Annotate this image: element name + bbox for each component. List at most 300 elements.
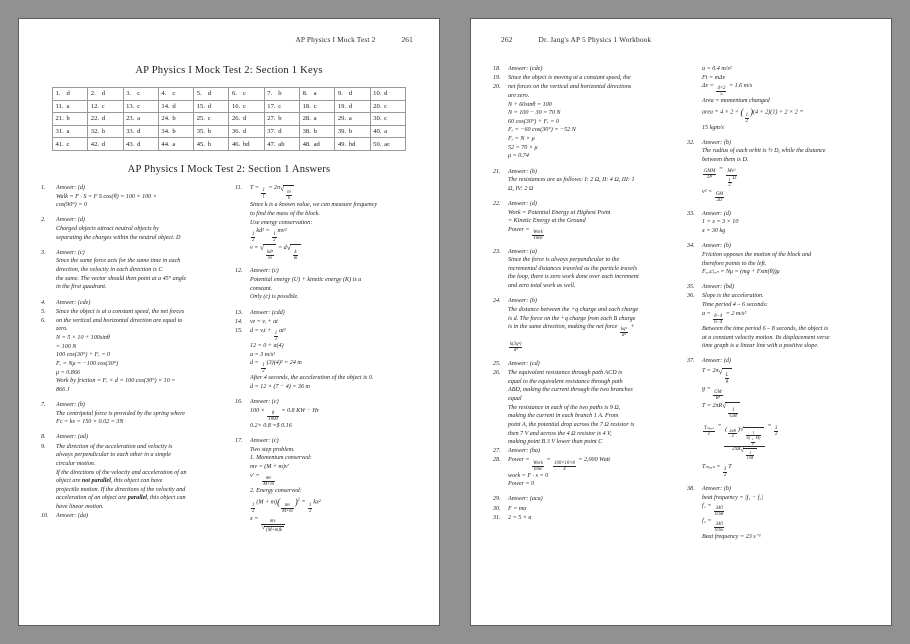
fraction: $\frac{3}{2}$: [723, 467, 727, 479]
answer-number: 1.: [41, 184, 46, 191]
answer-item-35: [687, 283, 869, 292]
answer-item-12: [235, 267, 417, 302]
key-answer: c: [137, 102, 141, 110]
answer-label: Answer: (bd): [702, 284, 734, 291]
key-number: 4.: [161, 90, 167, 98]
key-cell: [300, 113, 335, 126]
key-number: 8.: [302, 90, 308, 98]
key-cell: [158, 113, 193, 126]
fraction: $\frac{L}{g}$: [725, 373, 729, 385]
table-row: [53, 138, 406, 151]
table-row: [53, 113, 406, 126]
answer-item-16: [235, 398, 417, 430]
answer-math-line: x = 30 kg: [702, 228, 726, 235]
fraction: $\frac{1}{2}$: [274, 330, 278, 342]
key-answer: d: [137, 128, 141, 136]
answers-columns-page2: [493, 65, 869, 548]
key-number: 31.: [55, 128, 64, 136]
key-answer: d: [278, 128, 282, 136]
answer-math-line: vғ = vᵢ + at: [250, 318, 278, 325]
answers-column-2: [235, 184, 417, 540]
key-answer: d: [242, 128, 247, 136]
key-cell: [53, 100, 88, 113]
answer-math-line: v′ = $\frac{mv}{M+m}$: [250, 472, 274, 487]
answer-text-line: incremental distances traveled as the particle travels: [508, 265, 638, 272]
answer-item-11: [235, 184, 417, 261]
key-number: 3.: [126, 90, 132, 98]
answer-math-line: T = 2πR √ $\frac{1}{GM}$: [702, 402, 869, 419]
answer-label: Answer: (b): [508, 298, 537, 305]
answer-label: Answer: (d): [56, 217, 85, 224]
key-number: 25.: [196, 115, 205, 123]
fraction: Mv² $\frac{1}{2}$ D: [727, 168, 737, 187]
radical: √ (M+m)k: [261, 525, 283, 533]
key-number: 45.: [196, 140, 205, 148]
key-answer: ac: [384, 140, 391, 148]
answer-math-line: d = 12 × (7 − 4) = 36 m: [250, 384, 310, 391]
key-cell: [53, 88, 88, 101]
key-cell: [88, 100, 123, 113]
key-answer: b: [348, 128, 353, 136]
answer-math-line: Power = $\frac{\text{Work}}{\text{Time}}$: [508, 226, 543, 242]
key-cell: [229, 138, 264, 151]
key-number: 18.: [302, 102, 311, 110]
answer-math-line: Power = $\frac{\text{Work}}{\text{time}}$ = $\frac{100\times 10\times 8}{4}$ = 2,000 Watt: [508, 457, 611, 472]
answer-math-line: 1 × x = 3 × 10: [702, 219, 739, 226]
answer-text-line: Only (c) is possible.: [250, 294, 299, 301]
answer-label: Answer: (cde): [56, 299, 91, 306]
answer-item-34: [687, 242, 869, 277]
answer-label: Answer: (cdd): [250, 309, 285, 316]
answer-item-14: [235, 318, 417, 327]
key-cell: [300, 125, 335, 138]
answer-number: 31.: [493, 514, 501, 521]
answer-text-line: Slope is the acceleration.: [702, 293, 764, 300]
key-number: 5.: [196, 90, 202, 98]
fraction: $\frac{m}{k}$: [287, 190, 291, 202]
answer-text-line: separating the charges within the neutral object. D: [56, 234, 181, 241]
key-number: 47.: [267, 140, 276, 148]
answer-item-25: [493, 360, 675, 369]
answer-number: 6.: [41, 317, 46, 324]
answers-columns: [41, 184, 417, 540]
key-answer: a: [66, 128, 70, 136]
answer-math-line: v² = $\frac{GM}{2D}$: [702, 189, 724, 204]
answer-math-line: $\frac{1}{2}$ (M + m)( $\frac{mv}{M+m}$ )$^2$ = $\frac{1}{2}$ kx²: [252, 496, 321, 514]
key-cell: [123, 100, 158, 113]
key-number: 10.: [373, 90, 382, 98]
key-number: 44.: [161, 140, 170, 148]
answer-math-line: g = $\frac{GM}{\text{R²}}$: [702, 386, 722, 401]
answer-number: 9.: [41, 443, 46, 450]
radical: √ $\frac{L}{g}$: [719, 368, 732, 385]
key-number: 42.: [90, 140, 100, 148]
answer-text-line: always perpendicular to each other in a simple: [56, 452, 171, 459]
answer-text-line: Two step problem.: [250, 446, 295, 453]
key-number: 41.: [55, 140, 64, 148]
answer-number: 35.: [687, 284, 695, 291]
key-number: 29.: [337, 115, 347, 123]
answer-number: 10.: [41, 513, 49, 520]
radical: √ 1 6( $\frac{1}{9}$ M): [740, 427, 764, 446]
key-cell: [300, 88, 335, 101]
answer-text-line: The radius of each orbit is ½ D, while the distance: [702, 148, 826, 155]
answer-item-15: [235, 327, 417, 392]
answer-number: 32.: [687, 139, 695, 146]
key-number: 24.: [161, 115, 170, 123]
answer-label: Answer: (a): [508, 248, 537, 255]
answer-math-line: $\frac{1}{2}$ kd² = $\frac{1}{2}$ mv²: [252, 228, 287, 243]
key-answer: b: [278, 90, 282, 98]
answer-number: 36.: [687, 293, 695, 300]
key-number: 43.: [126, 140, 135, 148]
answer-text-line: Since the object is moving at a constant speed, the: [508, 75, 631, 82]
answer-text-line: is d. The force on the +q charge from each B charge: [508, 315, 636, 322]
answer-number: 13.: [235, 309, 243, 316]
answer-number: 22.: [493, 200, 501, 207]
fraction: 1 6( $\frac{1}{9}$ M): [746, 429, 761, 446]
fraction: $\frac{340}{0.65}$: [714, 521, 724, 533]
answer-item-22: [493, 200, 675, 241]
answer-text-line: between them is D.: [702, 156, 749, 163]
answer-label: Answer: (c): [250, 438, 279, 445]
key-answer: b: [278, 115, 282, 123]
fraction: $\frac{\text{GMM}}{\text{D²}}$: [704, 168, 716, 180]
key-answer: d: [207, 90, 211, 98]
answer-math-line: N = 100 − 30 = 70 N: [508, 110, 561, 117]
key-answer: bd: [242, 140, 250, 148]
fraction: $\frac{3}{2}$: [774, 426, 778, 438]
fraction: $\frac{100\times 10\times 8}{4}$: [554, 460, 575, 472]
answer-text-line: on the vertical and horizontal direction are equal to: [56, 317, 183, 324]
key-answer: a: [384, 128, 388, 136]
key-cell: [123, 88, 158, 101]
answer-math-line: 12 = 0 + a(4): [250, 342, 284, 349]
key-number: 36.: [231, 128, 241, 136]
key-number: 7.: [267, 90, 273, 98]
answer-math-line: Fᵣ = N × μ: [508, 136, 535, 143]
fraction: $\frac{\text{k(3q²)}}{\text{d²}}$: [510, 342, 522, 354]
key-number: 15.: [196, 102, 205, 110]
answer-text-line: Since the object is at a constant speed, the net forces: [56, 308, 185, 315]
answer-math-line: 52 = 70 × μ: [508, 144, 538, 151]
key-cell: [194, 113, 229, 126]
key-answer: c: [313, 102, 317, 110]
key-cell: [158, 88, 193, 101]
fraction: $\frac{1}{2}$: [728, 176, 731, 187]
answer-math-line: 15 kgm/s: [702, 124, 724, 131]
key-number: 26.: [231, 115, 241, 123]
answer-text-line: The resistance in each of the two paths is 9 Ω,: [508, 404, 621, 411]
answer-math-line: beat frequency = |f₁ − f₂|: [702, 494, 764, 501]
answer-math-line: F = ma: [508, 505, 527, 512]
key-cell: [264, 125, 299, 138]
answer-math-line: 100 cos(30°) + Fᵣ = 0: [56, 352, 110, 359]
key-number: 1.: [55, 90, 61, 98]
fraction: $\frac{1}{9}$: [752, 437, 754, 446]
answer-text-line: 1. Momentum conserved:: [250, 455, 312, 462]
answer-text-line: are zero.: [508, 92, 530, 99]
fraction: $\frac{1}{GM}$: [729, 408, 737, 420]
fraction: $\frac{\text{Work}}{\text{time}}$: [533, 460, 543, 472]
answer-text-line: making point B 3 V lower than point C: [508, 439, 603, 446]
key-number: 39.: [337, 128, 347, 136]
answer-math-line: a = 3 m/s²: [250, 351, 276, 358]
fraction: $\frac{4\times 2}{5}$: [717, 86, 726, 98]
key-answer: d: [384, 90, 388, 98]
key-answer: c: [101, 102, 105, 110]
answer-text-line: The distance between the +q charge and each charge: [508, 306, 639, 313]
key-answer: d: [101, 90, 106, 98]
key-answer: d: [101, 140, 106, 148]
answer-text-line: direction, the velocity in each direction is C: [56, 267, 163, 274]
answer-text-line: point A, the potential drop across the 7 Ω resistor is: [508, 421, 635, 428]
radical: √ $\frac{1}{GM}$: [722, 402, 740, 419]
answer-label: Answer: (b): [702, 485, 731, 492]
answer-item-7: [41, 401, 223, 427]
answer-item-29: [493, 495, 675, 504]
key-cell: [300, 100, 335, 113]
answer-math-line: d = $\frac{1}{2}$ (3)(4)² = 24 m: [250, 360, 302, 375]
answer-math-line: 100 × $\frac{8}{1000}$ = 0.8 KW − Hr: [250, 407, 320, 422]
key-cell: [370, 100, 405, 113]
key-cell: [264, 100, 299, 113]
key-cell: [88, 88, 123, 101]
answer-item-3: [41, 249, 223, 292]
fraction: mv √ (M+m)k: [261, 519, 285, 533]
answer-label: Answer: (b): [56, 402, 85, 409]
answer-math-line: Tₘₐᵣₛ = $\frac{3}{2}$ T: [702, 464, 732, 479]
key-number: 37.: [267, 128, 276, 136]
answer-item-5: [41, 308, 223, 317]
answer-label: Answer: (d): [508, 200, 537, 207]
key-cell: [194, 88, 229, 101]
answer-number: 26.: [493, 370, 501, 377]
answer-label: Answer: (ad): [56, 434, 88, 441]
key-cell: [229, 125, 264, 138]
fraction: $\frac{\text{Work}}{\text{Time}}$: [533, 230, 543, 242]
answer-text-line: the same. The vector should then point at a 45° angle: [56, 275, 187, 282]
key-cell: [194, 138, 229, 151]
answer-text-line: projectile motion. If the directions of the velocity and: [56, 486, 186, 493]
answers-column-4: [687, 65, 869, 548]
answer-text-line: then 7 V and across the 4 Ω resistor is 4 V,: [508, 430, 612, 437]
answer-math-line: a = 0.4 m/s²: [702, 66, 732, 72]
key-answer: d: [207, 102, 211, 110]
answer-label: Answer: (b): [508, 168, 537, 175]
key-cell: [53, 138, 88, 151]
fraction: $\frac{mv}{M+m}$: [282, 502, 293, 514]
key-answer: b: [172, 115, 176, 123]
key-answer: c: [384, 102, 388, 110]
answer-math-line: d = vᵢt + $\frac{1}{2}$ at²: [250, 327, 286, 342]
key-number: 30.: [373, 115, 382, 123]
key-cell: [229, 88, 264, 101]
table-row: [53, 125, 406, 138]
answer-label: Answer: (cd): [508, 360, 540, 367]
answer-text-line: The equivalent resistance through path ACD is: [508, 370, 623, 377]
answer-math-line: x = mv √ (M+m)k: [250, 515, 417, 533]
answer-label: Answer: (c): [250, 268, 279, 275]
answer-text-line: to find the mass of the block.: [250, 211, 320, 218]
key-answer: b: [101, 128, 106, 136]
answer-label: Answer: (b): [702, 139, 731, 146]
key-cell: [370, 138, 405, 151]
answers-section-title: AP Physics I Mock Test 2: Section 1 Answers: [127, 163, 331, 175]
answer-number: 3.: [41, 249, 46, 256]
fraction: $\frac{\text{kd²}}{m}$: [267, 249, 273, 261]
answer-number: 20.: [493, 84, 501, 91]
key-cell: [123, 138, 158, 151]
answer-math-line: [508, 338, 675, 353]
key-cell: [335, 88, 370, 101]
fraction: $\frac{8-4}{6-4}$: [714, 313, 723, 325]
key-answer: d: [242, 115, 247, 123]
running-header-page-number: 262: [501, 35, 513, 44]
answer-number: 12.: [235, 268, 243, 275]
key-number: 16.: [231, 102, 241, 110]
answer-item-33: [687, 210, 869, 236]
answer-text-line: After 4 seconds, the acceleration of the object is 0.: [250, 375, 374, 382]
answer-item-6: [41, 317, 223, 395]
answer-number: 23.: [493, 248, 501, 255]
fraction: $\frac{1}{2}$: [309, 502, 312, 514]
answer-math-line: N + 60sinθ = 100: [508, 101, 552, 108]
answer-label: Answer: (aca): [508, 496, 543, 503]
key-cell: [158, 138, 193, 151]
key-cell: [158, 100, 193, 113]
running-header-title: Dr. Jang's AP 5 Physics 1 Workbook: [538, 35, 652, 44]
key-answer: d: [137, 140, 141, 148]
answer-item-27: [493, 447, 675, 456]
key-answer: c: [137, 90, 141, 98]
key-cell: [158, 125, 193, 138]
key-number: 20.: [373, 102, 382, 110]
answer-item-38: [687, 485, 869, 541]
key-number: 32.: [90, 128, 100, 136]
document-page-right: [470, 18, 892, 626]
answer-math-line: Fₑᵣᵢᴄᵗᵢₒₙ = Nμ = (mg + Fsin(θ))μ: [702, 269, 780, 276]
fraction: $\frac{\text{Tₘₐᵣₛ}}{T}$: [704, 426, 714, 438]
answer-math-line: 2 = 5 × a: [508, 514, 532, 521]
answer-label: Answer: (d): [702, 210, 731, 217]
answer-number: 5.: [41, 308, 46, 315]
key-number: 2.: [90, 90, 96, 98]
fraction: $\frac{k}{m}$: [293, 249, 298, 261]
key-answer: c: [384, 115, 388, 123]
answer-math-line: v = √ $\frac{\text{kd²}}{m}$ = d √ $\frac{k}{m}$: [250, 244, 417, 261]
answer-item-13: [235, 309, 417, 318]
key-number: 6.: [231, 90, 237, 98]
answer-math-line: μ = 0.74: [508, 153, 529, 160]
answers-column-3: [493, 65, 675, 548]
fraction: $\frac{GM}{2D}$: [715, 192, 724, 204]
key-cell: [335, 113, 370, 126]
answer-math-line: = Kinetic Energy at the Ground: [508, 218, 586, 225]
answer-number: 29.: [493, 496, 501, 503]
fraction: $\frac{1}{2}$: [252, 231, 255, 243]
fraction: $\frac{1}{2}$: [745, 112, 748, 124]
answer-number: 2.: [41, 217, 46, 224]
key-cell: [194, 100, 229, 113]
key-cell: [264, 138, 299, 151]
key-answer: c: [172, 90, 176, 98]
key-answer: a: [66, 102, 70, 110]
answer-math-line: Fᵣ = −60 cos(30°) = −52 N: [508, 127, 576, 134]
answer-text-line: equal to the equivalent resistance through path: [508, 378, 623, 385]
table-row: [53, 88, 406, 101]
answer-label: Answer: (d): [702, 358, 731, 365]
answer-text-line: Ω, IV: 2 Ω: [508, 185, 534, 192]
answer-number: 17.: [235, 438, 243, 445]
answer-math-line: 0.2× 0.8 =$ 0.16: [250, 422, 292, 429]
answer-math-line: f₂ = $\frac{340}{0.65}$: [702, 518, 724, 533]
answer-label: Answer: (cde): [508, 66, 543, 72]
answer-text-line: constant.: [250, 285, 273, 292]
answer-text-line: and zero total work as well.: [508, 283, 576, 290]
fraction: $\frac{2\pi R}{2}$: [729, 427, 736, 438]
answer-number: 34.: [687, 243, 695, 250]
document-page-left: [18, 18, 440, 626]
key-cell: [335, 100, 370, 113]
answer-item-4: [41, 299, 223, 308]
answer-text-line: time graph is a linear line with a positive slope.: [702, 343, 819, 350]
key-cell: [264, 113, 299, 126]
answer-item-20: [493, 83, 675, 161]
answer-text-line: is in the same direction, making the net force $\frac{\text{kq²}}{\text{d²}}$ +: [508, 324, 635, 339]
answer-number: 38.: [687, 485, 695, 492]
answer-math-line: f₁ = $\frac{340}{0.68}$: [702, 503, 724, 518]
answer-text-line: therefore points to the left.: [702, 260, 767, 267]
key-number: 14.: [161, 102, 170, 110]
answer-math-line: 60 cos(30°) + Fᵣ = 0: [508, 118, 559, 125]
key-number: 13.: [126, 102, 135, 110]
answer-label: Answer: (c): [250, 399, 279, 406]
answer-math-line: = 100 N: [56, 343, 77, 350]
fraction: ( $\frac{2\pi R}{2}$ ) √ 1 6( $\frac{1}{9}$ M) 2πR √ $\frac{1}{GM}$: [724, 426, 765, 460]
answer-item-26: [493, 369, 675, 447]
fraction: $\frac{1}{2}$: [273, 231, 276, 243]
running-header-page-number: 261: [401, 35, 413, 44]
answer-text-line: Since the force is always perpendicular to the: [508, 257, 620, 264]
answer-math-line: Work = Potential Energy at Highest Point: [508, 209, 611, 216]
answer-text-line: at a constant velocity motion. Its displacement verse: [702, 334, 830, 341]
key-cell: [229, 100, 264, 113]
answer-text-line: circular motion.: [56, 460, 96, 467]
answer-text-line: zero.: [56, 326, 68, 333]
answer-number: 27.: [493, 448, 501, 455]
answer-label: Answer: (c): [56, 249, 85, 256]
running-header-right: [493, 35, 869, 49]
answer-number: 8.: [41, 434, 46, 441]
key-number: 40.: [373, 128, 382, 136]
answer-item-30: [493, 505, 675, 514]
key-answer: a: [313, 115, 317, 123]
answer-label: Answer: (d): [56, 184, 85, 191]
key-answer: c: [242, 102, 246, 110]
answer-text-line: Since the same force acts for the same time in each: [56, 258, 181, 265]
key-cell: [335, 125, 370, 138]
answer-number: 4.: [41, 299, 46, 306]
answer-text-line: Since k is a known value, we can measure frequency: [250, 202, 378, 209]
answer-text-line: making the current in each branch 1 A. From: [508, 413, 619, 420]
answer-text-line: Use energy conservation:: [250, 219, 313, 226]
answer-item-23: [493, 248, 675, 291]
answer-math-line: Fᴄ = kx = 150 × 0.02 = 3N: [56, 419, 124, 426]
key-answer: ad: [313, 140, 320, 148]
fraction: $\frac{\text{kq²}}{\text{d²}}$: [620, 327, 627, 339]
answer-number: 14.: [235, 318, 243, 325]
